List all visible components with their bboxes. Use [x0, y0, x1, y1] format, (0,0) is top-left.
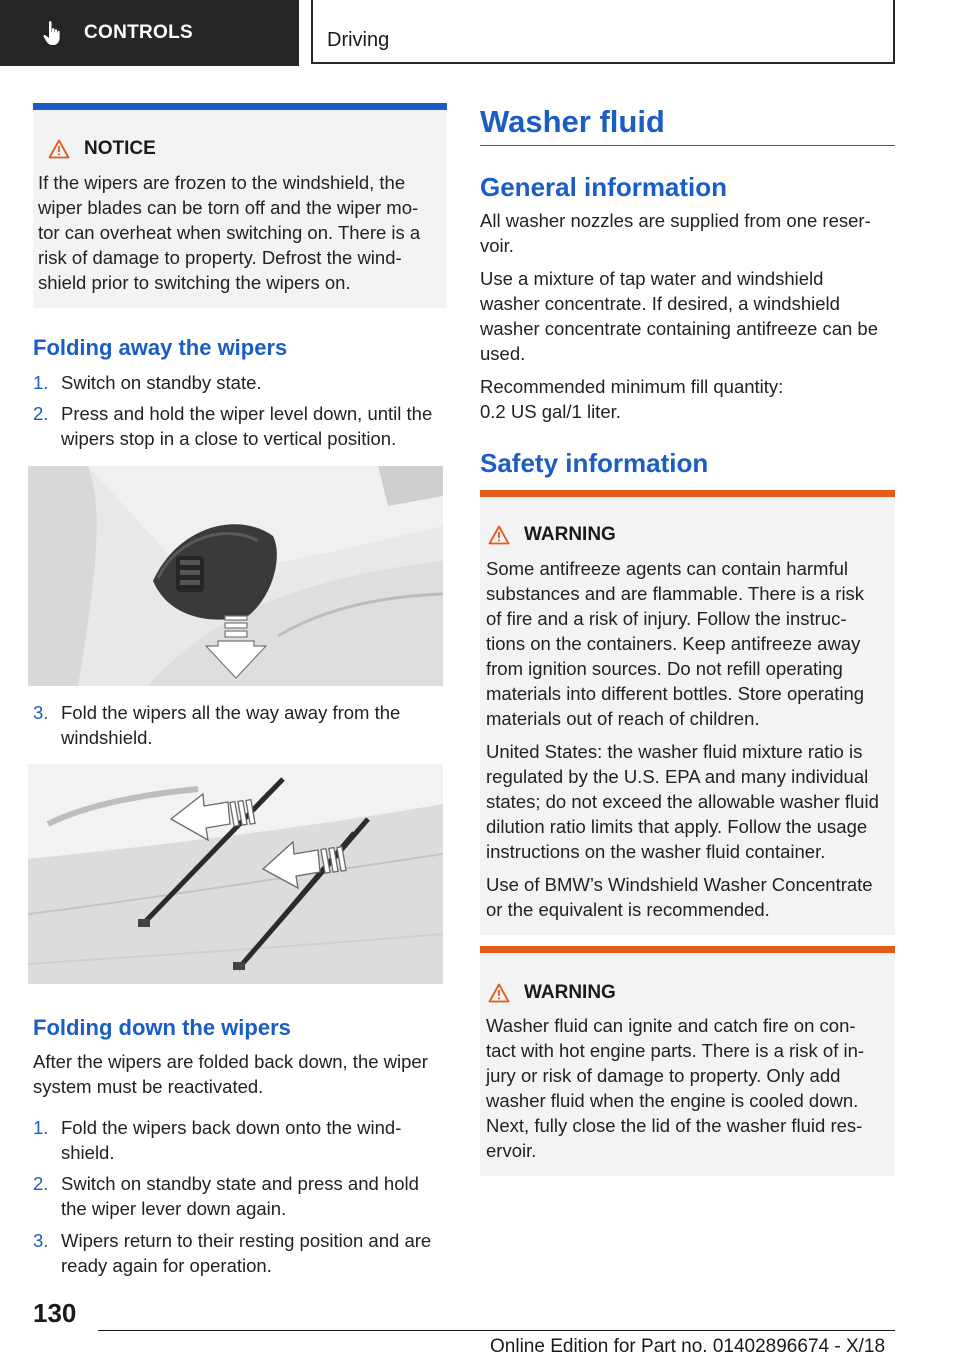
step-text: Wipers return to their resting position and are ready again for operation.: [61, 1230, 432, 1276]
warning-title: [488, 982, 616, 1004]
step-number: 1.: [33, 1117, 49, 1138]
hand-pointer-icon: [42, 20, 66, 46]
notice-line: risk of damage to property. Defrost the wind‐: [38, 247, 402, 268]
section-tab: [0, 0, 299, 66]
general-info-heading: General information: [480, 172, 728, 202]
warning-box: [480, 490, 895, 935]
warning-text: Some antifreeze agents can contain harmful substances and are flammable. There is a risk of fire and a risk of injury. Follow the instruc‐ tions on the containers. Keep antifreeze away from ignition sources. Do not refill operating materials into different bottles. Store operating materials out of reach of children. United States: the washer fluid mixture ratio is regulated by the U.S. EPA and many individual states; do not exceed the allowable washer fluid dilution ratio limits that apply. Follow the usage instructions on the washer fluid container. Use of BMW’s Windshield Washer Concentrate or the equivalent is recommended.: [486, 558, 879, 920]
warning-title: [488, 524, 616, 546]
step-text: Fold the wipers back down onto the wind‐ shield.: [61, 1117, 402, 1163]
step-number: 3.: [33, 702, 49, 723]
warning-triangle-icon: [48, 139, 70, 159]
edition-text: Online Edition for Part no. 01402896674 - X/18: [490, 1336, 886, 1357]
notice-text: [38, 170, 444, 295]
notice-line: tor can overheat when switching on. There is a: [38, 222, 421, 243]
notice-box: [33, 103, 447, 308]
list-item: [33, 370, 447, 395]
step-number: 3.: [33, 1230, 49, 1251]
title-rule: [480, 145, 895, 146]
notice-line: If the wipers are frozen to the windshield, the: [38, 172, 406, 193]
page-number: 130: [33, 1298, 77, 1328]
safety-heading: Safety information: [480, 448, 709, 478]
list-item: [33, 700, 447, 750]
footer-rule: [98, 1330, 895, 1331]
warning-text: Washer fluid can ignite and catch fire on con‐ tact with hot engine parts. There is a risk of in‐ jury or risk of damage to property. Only add washer fluid when the engine is cooled down. Next, fully close the lid of the washer fluid res‐ ervoir.: [486, 1015, 865, 1161]
notice-title: [48, 138, 156, 160]
step-number: 2.: [33, 403, 49, 424]
section-label: CONTROLS: [84, 22, 194, 43]
general-p2: Use a mixture of tap water and windshield washer concentrate. If desired, a windshield washer concentrate containing antifreeze can be used.: [480, 268, 879, 364]
notice-line: wiper blades can be torn off and the wiper mo‐: [38, 197, 419, 218]
list-item: [33, 401, 447, 451]
chapter-label: Driving: [327, 29, 390, 51]
page-title: Washer fluid: [480, 104, 665, 139]
notice-line: shield prior to switching the wipers on.: [38, 272, 351, 293]
folding-away-heading: Folding away the wipers: [33, 335, 288, 360]
wipers-folded-illustration: [28, 764, 443, 984]
general-p3: Recommended minimum fill quantity: 0.2 US gal/1 liter.: [480, 376, 784, 422]
general-p1: All washer nozzles are supplied from one reser‐ voir.: [480, 210, 871, 256]
step-text: Switch on standby state and press and hold the wiper lever down again.: [61, 1173, 419, 1219]
warning-title-text: WARNING: [524, 524, 616, 545]
list-item: [33, 1171, 447, 1221]
warning-title-text: WARNING: [524, 982, 616, 1003]
step-number: 2.: [33, 1173, 49, 1194]
step-text: Switch on standby state.: [61, 372, 262, 393]
chapter-tab: [311, 0, 895, 64]
notice-title-text: NOTICE: [84, 138, 156, 159]
wiper-lever-illustration: [28, 466, 443, 686]
folding-down-intro: After the wipers are folded back down, the wiper system must be reactivated.: [33, 1051, 428, 1097]
list-item: [33, 1115, 447, 1165]
step-text: Press and hold the wiper level down, until the wipers stop in a close to vertical position.: [61, 403, 433, 449]
step-number: 1.: [33, 372, 49, 393]
list-item: [33, 1228, 447, 1278]
folding-down-heading: Folding down the wipers: [33, 1015, 291, 1040]
warning-triangle-icon: [488, 525, 510, 545]
step-text: Fold the wipers all the way away from the windshield.: [61, 702, 401, 748]
warning-box: [480, 946, 895, 1176]
warning-triangle-icon: [488, 983, 510, 1003]
